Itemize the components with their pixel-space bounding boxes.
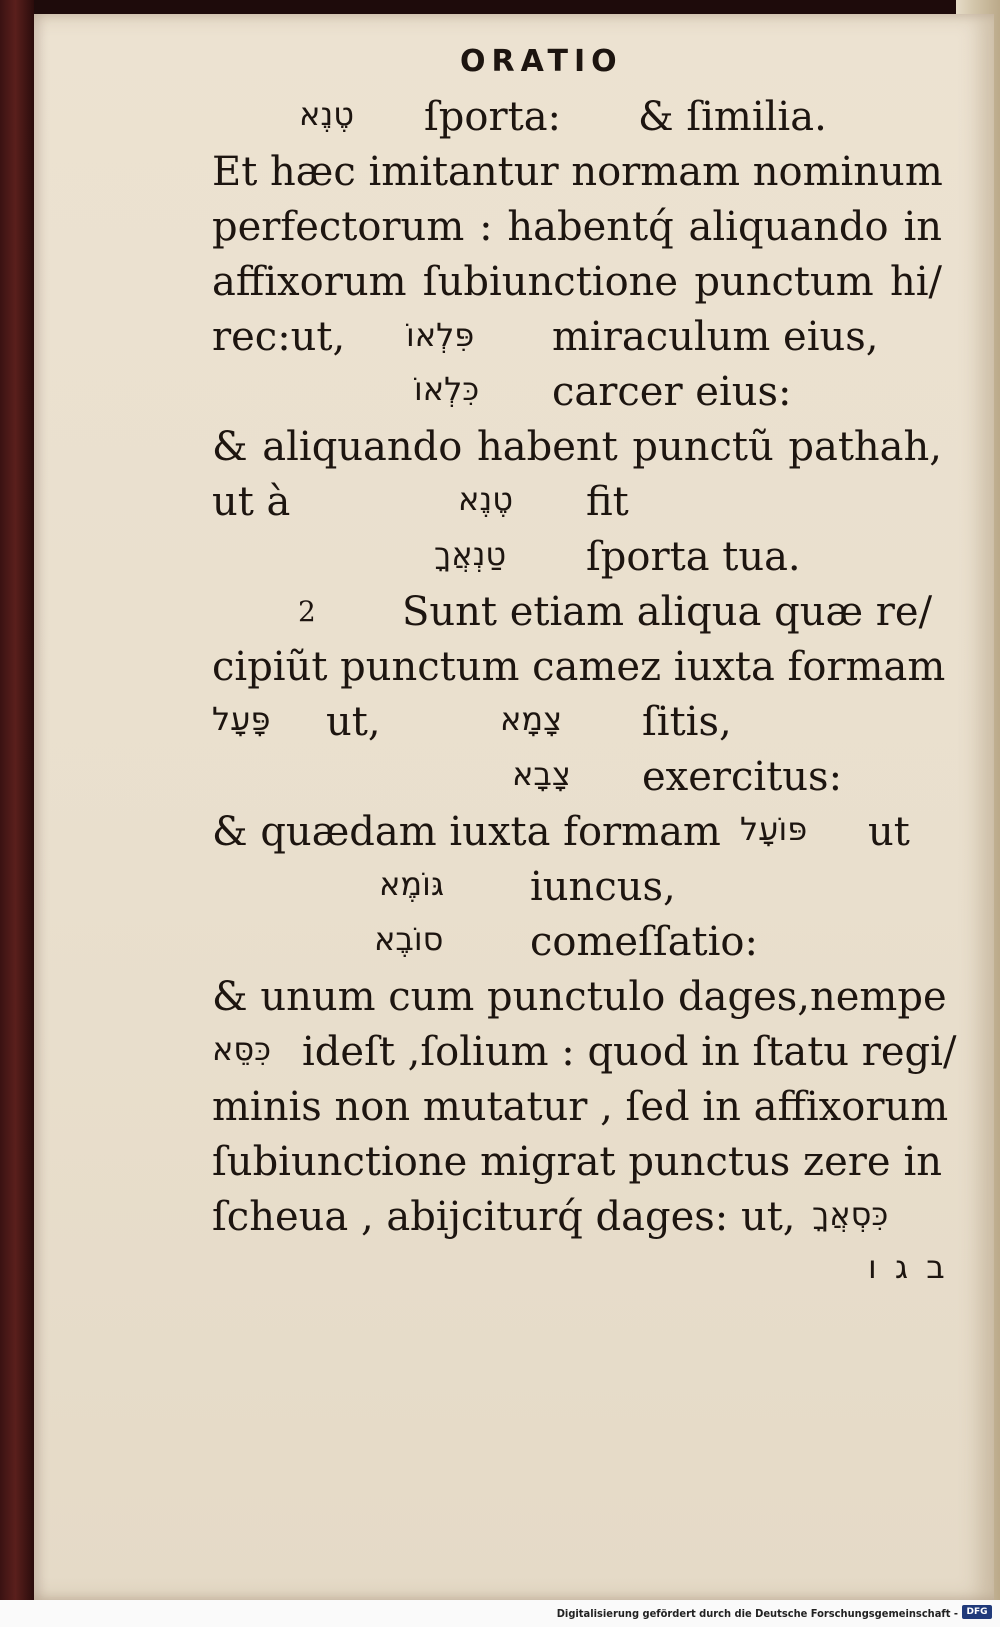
book-binding-edge [0,0,34,1627]
text-line: ideſt ,ſolium : quod in ſtatu regi/ [302,1029,957,1075]
hebrew-word: כִּסְאֲךָ [812,1195,889,1233]
latin-gloss: exercitus: [642,754,843,800]
book-top-edge [0,0,1000,14]
latin-gloss: comeſſatio: [530,919,758,965]
hebrew-word: צָמָא [500,700,563,738]
text-line: ſubiunctione migrat punctus zere in [212,1139,942,1185]
text-line: cipiũt punctum camez iuxta formam [212,644,946,690]
text-line: & aliquando habent punctũ pathah, [212,424,942,470]
hebrew-word: פִּלְאוֹ [406,316,475,354]
latin-gloss: ſporta: [424,94,562,140]
hebrew-word: טֶנֶא [299,95,354,133]
latin-gloss: ſporta tua. [586,534,801,580]
dfg-logo: DFG [962,1605,992,1619]
text-line: Et hæc imitantur normam nominum [212,149,943,195]
hebrew-word: פּוֹעָל [740,810,808,848]
hebrew-word: כִּסֵּא [212,1030,272,1068]
book-page [34,14,994,1600]
running-title: ORATIO [460,44,623,79]
text-line: ut, [326,699,381,745]
latin-gloss: miraculum eius, [552,314,879,360]
hebrew-word: פָּעָל [212,700,271,738]
text-line: ſcheua , abijciturq́ dages: ut, [212,1194,796,1240]
text-line: ut [868,809,910,855]
text-line: Sunt etiam aliqua quæ re/ [402,589,933,635]
section-number: 2 [298,595,316,628]
text-line: affixorum ſubiunctione punctum hi/ [212,259,942,305]
funding-credit: Digitalisierung gefördert durch die Deutsche Forschungsgemeinschaft - [556,1607,958,1620]
hebrew-word: כִּלְאוֹ [414,370,480,408]
latin-gloss: carcer eius: [552,369,792,415]
text-line: & unum cum punctulo dages,nempe [212,974,947,1020]
latin-gloss: fit [586,479,629,525]
hebrew-word: טֶנֶא [458,480,513,518]
text-line: perfectorum : habentq́ aliquando in [212,204,942,250]
hebrew-word: צָבָא [512,755,571,793]
hebrew-word: סוֹבֶא [374,920,444,958]
catchword: ב ג ו [868,1248,949,1286]
hebrew-word: טַנְאֲךָ [434,535,507,573]
latin-gloss: ſitis, [642,699,732,745]
hebrew-word: גּוֹמֶא [379,865,445,903]
latin-gloss: iuncus, [530,864,676,910]
text-line: ut à [212,479,291,525]
text-line: & quædam iuxta formam [212,809,721,855]
text-line: minis non mutatur , ſed in affixorum [212,1084,949,1130]
latin-gloss: & ſimilia. [638,94,827,140]
text-line: rec:ut, [212,314,346,360]
